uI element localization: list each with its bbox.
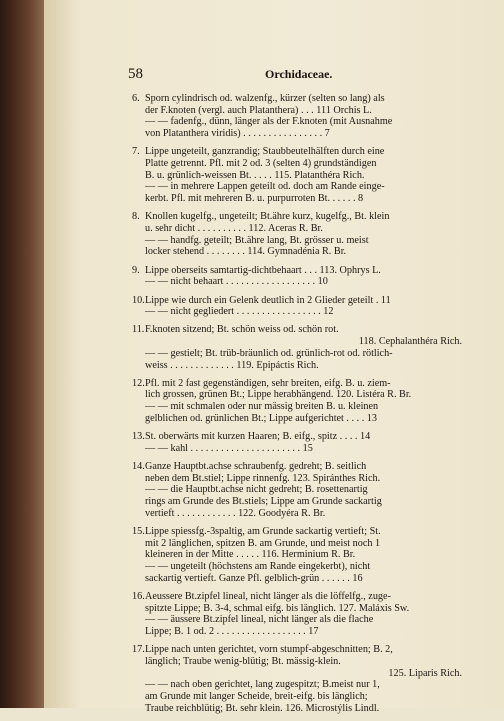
identification-key xyxy=(132,93,462,721)
entry-number: 8. xyxy=(132,211,140,223)
key-entry xyxy=(132,378,462,425)
entry-line: Lippe nach unten gerichtet, vorn stumpf-abgeschnitten; B. 2, xyxy=(145,644,393,656)
entry-line: kerbt. Pfl. mit mehreren B. u. purpurroten Bt. . . . . . 8 xyxy=(145,193,364,205)
entry-line: — — nach oben gerichtet, lang zugespitzt; B.meist nur 1, xyxy=(145,679,380,691)
entry-number: 14. xyxy=(132,460,145,472)
key-entry xyxy=(132,324,462,371)
entry-line: sackartig vertieft. Ganze Pfl. gelblich-grün . . . . . . 16 xyxy=(145,572,363,584)
entry-line: Platte getrennt. Pfl. mit 2 od. 3 (selten 4) grundständigen xyxy=(145,158,377,170)
entry-line: neben dem Bt.stiel; Lippe rinnenfg. 123. Spiránthes Rich. xyxy=(145,472,381,484)
entry-number: 11. xyxy=(132,324,145,336)
entry-number: 7. xyxy=(132,146,140,158)
entry-line: lich grossen, grünen Bt.; Lippe herabhängend. 120. Listéra R. Br. xyxy=(145,389,412,401)
entry-line: — — ungeteilt (höchstens am Rande eingekerbt), nicht xyxy=(145,561,371,573)
entry-line: St. oberwärts mit kurzen Haaren; B. eifg., spitz . . . . 14 xyxy=(145,431,371,443)
entry-line: weiss . . . . . . . . . . . . . 119. Epipáctis Rich. xyxy=(145,359,319,371)
entry-line: Pfl. mit 2 fast gegenständigen, sehr breiten, eifg. B. u. ziem- xyxy=(145,377,391,389)
entry-line: Lippe wie durch ein Gelenk deutlich in 2 Glieder geteilt . 11 xyxy=(145,294,391,306)
entry-line: Lippe ungeteilt, ganzrandig; Staubbeutelhälften durch eine xyxy=(145,146,385,158)
key-entry xyxy=(132,431,462,454)
entry-line: Ganze Hauptbt.achse schraubenfg. gedreht; B. seitlich xyxy=(145,460,367,472)
entry-number: 9. xyxy=(132,264,140,276)
entry-line: F.knoten sitzend; Bt. schön weiss od. schön rot. xyxy=(145,324,339,336)
entry-line: Sporn cylindrisch od. walzenfg., kürzer (selten so lang) als xyxy=(145,93,385,104)
key-entry xyxy=(132,591,462,638)
book-binding xyxy=(0,0,44,708)
entry-line: 118. Cephalanthéra Rich. xyxy=(358,336,462,348)
entry-line: u. sehr dicht . . . . . . . . . . 112. Aceras R. Br. xyxy=(145,223,323,235)
entry-line: kleineren in der Mitte . . . . . 116. Herminium R. Br. xyxy=(145,549,356,561)
key-entry xyxy=(132,461,462,520)
entry-line: spitzte Lippe; B. 3-4, schmal eifg. bis länglich. 127. Maláxis Sw. xyxy=(145,602,410,614)
entry-line: rings am Grunde des Bt.stiels; Lippe am Grunde sackartig xyxy=(145,496,382,508)
entry-line: Lippe; B. 1 od. 2 . . . . . . . . . . . . . . . . . . 17 xyxy=(145,626,319,638)
entry-line: locker stehend . . . . . . . . 114. Gymnadénia R. Br. xyxy=(145,246,347,258)
entry-number: 16. xyxy=(132,591,145,603)
entry-line: mit 2 länglichen, spitzen B. am Grunde, und meist noch 1 xyxy=(145,537,381,549)
entry-line: Lippe spiessfg.-3spaltig, am Grunde sackartig vertieft; St. xyxy=(145,526,381,537)
key-entry xyxy=(132,93,462,140)
key-entry xyxy=(132,146,462,205)
entry-line: 125. Liparis Rich. xyxy=(388,667,462,679)
entry-number: 12. xyxy=(132,377,145,389)
key-entry xyxy=(132,295,462,318)
entry-number: 6. xyxy=(132,93,140,104)
entry-line: — — die Hauptbt.achse nicht gedreht; B. rosettenartig xyxy=(145,484,368,496)
entry-line: — — gestielt; Bt. trüb-bräunlich od. grünlich-rot od. rötlich- xyxy=(145,347,393,359)
page-header xyxy=(128,66,478,84)
entry-line: am Grunde mit langer Scheide, breit-eifg. bis länglich; xyxy=(145,691,368,703)
entry-line: von Platanthera viridis) . . . . . . . . . . . . . . . . 7 xyxy=(145,128,330,140)
running-title: Orchidaceae. xyxy=(265,67,333,81)
entry-line: länglich; Traube wenig-blütig; Bt. mässig-klein. xyxy=(145,656,341,668)
entry-number: 10. xyxy=(132,294,145,306)
entry-line: Lippe oberseits samtartig-dichtbehaart . . . 113. Ophrys L. xyxy=(145,264,381,276)
key-entry xyxy=(132,644,462,714)
entry-line: — — nicht behaart . . . . . . . . . . . . . . . . . . 10 xyxy=(145,276,328,288)
entry-number: 13. xyxy=(132,431,145,443)
entry-line: der F.knoten (vergl. auch Platanthera) . . . 111 Orchis L. xyxy=(145,104,372,116)
entry-line: gelblichen od. grünlichen Bt.; Lippe aufgerichtet . . . . 13 xyxy=(145,412,377,424)
entry-line: — — kahl . . . . . . . . . . . . . . . . . . . . . . 15 xyxy=(145,442,313,454)
entry-line: — — äussere Bt.zipfel lineal, nicht länger als die flache xyxy=(145,614,374,626)
page-number: 58 xyxy=(128,66,143,82)
entry-line: Knollen kugelfg., ungeteilt; Bt.ähre kurz, kugelfg., Bt. klein xyxy=(145,211,390,223)
key-entry xyxy=(132,211,462,258)
entry-line: B. u. grünlich-weissen Bt. . . . . 115. Platanthéra Rich. xyxy=(145,169,365,181)
key-entry xyxy=(132,526,462,585)
entry-line: — — handfg. geteilt; Bt.ähre lang, Bt. grösser u. meist xyxy=(145,234,369,246)
entry-line: vertieft . . . . . . . . . . . . 122. Goodyéra R. Br. xyxy=(145,507,326,519)
entry-number: 15. xyxy=(132,526,145,537)
entry-line: — — fadenfg., dünn, länger als der F.knoten (mit Ausnahme xyxy=(145,116,393,128)
entry-line: Traube reichblütig; Bt. sehr klein. 126. Microstýlis Lindl. xyxy=(145,702,380,714)
entry-line: — — in mehrere Lappen geteilt od. doch am Rande einge- xyxy=(145,181,385,193)
entry-line: — — mit schmalen oder nur mässig breiten B. u. kleinen xyxy=(145,401,379,413)
key-entry xyxy=(132,265,462,288)
entry-line: — — nicht gegliedert . . . . . . . . . . . . . . . . . 12 xyxy=(145,306,334,318)
entry-number: 17. xyxy=(132,644,145,656)
entry-line: Aeussere Bt.zipfel lineal, nicht länger als die löffelfg., zuge- xyxy=(145,591,391,603)
